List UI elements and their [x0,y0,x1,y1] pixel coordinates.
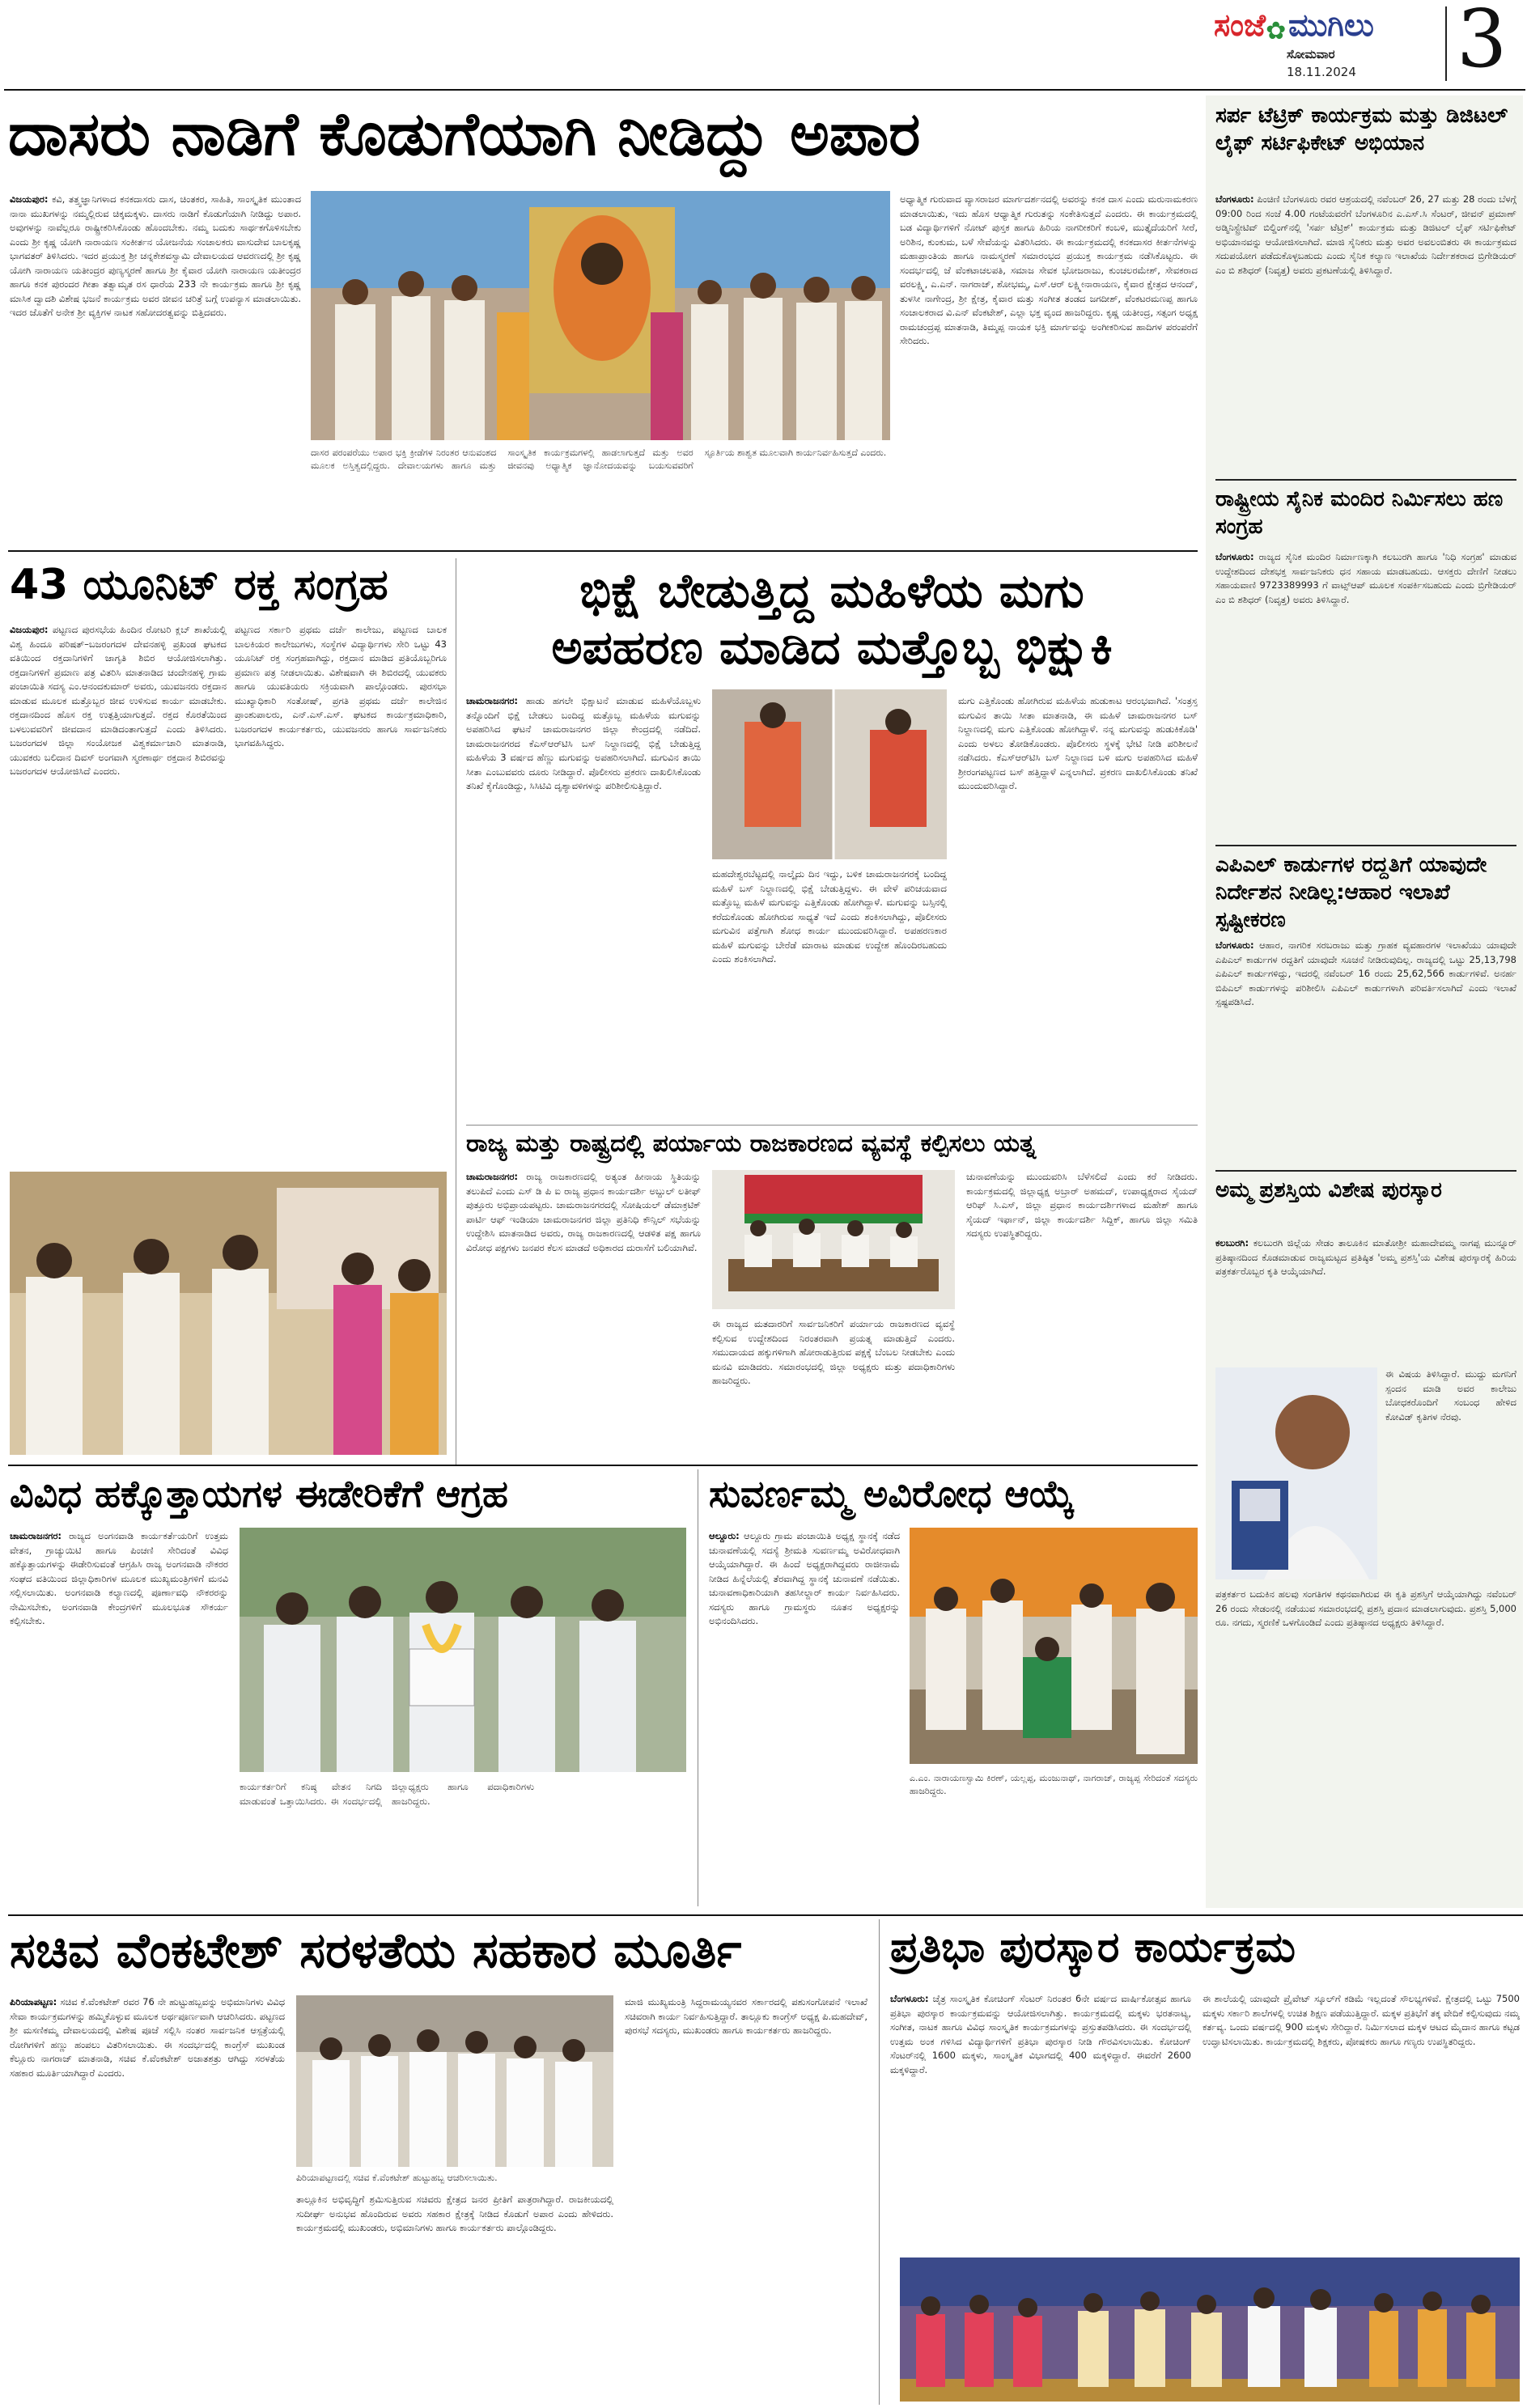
politics-col3 [966,1170,1198,1455]
pratibha-col2 [1203,1992,1520,2249]
blood-col2 [235,623,447,1157]
suvarna-dateline: ಆಲ್ದೂರು: [709,1530,740,1541]
sidebar-s1-text: ಪಿಂಚಿಣಿ ಬೆಂಗಳೂರು ರವರ ಆಶ್ರಯದಲ್ಲಿ ನವೆಂಬರ್ 26, 27 ಮತ್ತು 28 ರಂದು ಬೆಳಗ್ಗೆ 09:00 ರಿಂದ ಸಂಜೆ 4.00 ಗಂಟೆಯವರೆಗೆ ಬೆಂಗಳೂರಿನ ಎ.ಎಸ್.ಸಿ ಸೆಂಟರ್, ಜೀವನ್ ಪ್ರಮಾಣ್ ಅಡ್ಮಿನಿಸ್ಟ್ರೇಟಿವ್ ಬಿಲ್ಡಿಂಗ್‌ನಲ್ಲಿ 'ಸರ್ಪ ಟೆಟ್ರಿಕ್' ಕಾರ್ಯಕ್ರಮ ಮತ್ತು ಡಿಜಿಟಲ್ ಲೈಫ್ ಸರ್ಟಿಫಿಕೇಟ್ ಅಭಿಯಾನವನ್ನು ಆಯೋಜಿಸಲಾಗಿದೆ. ಮಾಜಿ ಸೈನಿಕರು ಮತ್ತು ಅವರ ಅವಲಂಬಿತರು ಈ ಕಾರ್ಯಕ್ರಮದ ಸದುಪಯೋಗ ಪಡೆದುಕೊಳ್ಳಬಹುದು ಎಂದು ಸೈನಿಕ ಕಲ್ಯಾಣ ಇಲಾಖೆಯ ನಿರ್ದೇಶಕರಾದ ಬ್ರಿಗೇಡಿಯರ್ ಎಂ ಬಿ ಶಶಿಧರ್ (ನಿವೃತ್ತ) ಅವರು ಪ್ರಕಟಣೆಯಲ್ಲಿ ತಿಳಿಸಿದ್ದಾರೆ. [1215,193,1516,276]
sidebar-s3-text: ಆಹಾರ, ನಾಗರಿಕ ಸರಬರಾಜು ಮತ್ತು ಗ್ರಾಹಕ ವ್ಯವಹಾರಗಳ ಇಲಾಖೆಯು ಯಾವುದೇ ಎಪಿಎಲ್ ಕಾರ್ಡುಗಳ ರದ್ದತಿಗೆ ಯಾವುದೇ ಸೂಚನೆ ನೀಡಿರುವುದಿಲ್ಲ. ರಾಜ್ಯದಲ್ಲಿ ಒಟ್ಟು 25,13,798 ಎಪಿಎಲ್ ಕಾರ್ಡುಗಳಿದ್ದು, ಇದರಲ್ಲಿ ನವೆಂಬರ್ 16 ರಂದು 25,62,566 ಕಾರ್ಡುಗಳಿವೆ. ಅನರ್ಹ ಬಿಪಿಎಲ್ ಕಾರ್ಡುಗಳನ್ನು ಪರಿಶೀಲಿಸಿ ಎಪಿಎಲ್ ಕಾರ್ಡುಗಳಾಗಿ ಪರಿವರ್ತಿಸಲಾಗಿದೆ ಎಂದು ಇಲಾಖೆ ಸ್ಪಷ್ಟಪಡಿಸಿದೆ. [1215,939,1516,1007]
lead-photo-caption: ದಾಸರ ಪರಂಪರೆಯು ಅಪಾರ ಭಕ್ತಿ ಕ್ರೀಡೆಗಳ ನಿರಂತರ ಆನುವಂಶದ ಮೂಲಕ ಅಸ್ತಿತ್ವದಲ್ಲಿದ್ದರು. ದೇವಾಲಯಗಳು ಹಾಗೂ ಮತ್ತು ಸಾಂಸ್ಕೃತಿಕ ಕಾರ್ಯಕ್ರಮಗಳಲ್ಲಿ ಹಾಡಲಾಗುತ್ತದೆ ಮತ್ತು ಅವರ ಜೀವನವು ಅಧ್ಯಾತ್ಮಿಕ ಜ್ಞಾನೋದಯವನ್ನು ಬಯಸುವವರಿಗೆ ಸ್ಫೂರ್ತಿಯ ಶಾಶ್ವತ ಮೂಲವಾಗಿ ಕಾರ್ಯನಿರ್ವಹಿಸುತ್ತದೆ ಎಂದರು. [311,447,887,471]
kidnap-dateline: ಚಾಮರಾಜನಗರ: [466,695,519,706]
lead-col1 [10,193,301,541]
minister-col3-text: ಮಾಜಿ ಮುಖ್ಯಮಂತ್ರಿ ಸಿದ್ದರಾಮಯ್ಯನವರ ಸರ್ಕಾರದಲ್ಲಿ ಪಶುಸಂಗೋಪನೆ ಇಲಾಖೆ ಸಚಿವರಾಗಿ ಕಾರ್ಯ ನಿರ್ವಹಿಸುತ್ತಿದ್ದಾರೆ. ತಾಲ್ಲೂಕು ಕಾಂಗ್ರೆಸ್ ಅಧ್ಯಕ್ಷ ಪಿ.ಮಹದೇವ್, ಪುರಸಭೆ ಸದಸ್ಯರು, ಮುಖಂಡರು ಹಾಗೂ ಕಾರ್ಯಕರ್ತರು ಹಾಜರಿದ್ದರು. [625,1996,867,2036]
kidnap-photo-illustration [712,689,947,859]
lead-photo [311,191,890,440]
minister-photo [296,1995,613,2167]
lead-col2b-text: ಕೃಷ್ಣ ಯತೀಂದ್ರ, ಸತ್ಸಂಗ ಅಧ್ಯಕ್ಷ ರಾಮಚಂದ್ರಪ್ಪ ಮಾತನಾಡಿ, ತಿಮ್ಮಪ್ಪ ನಾಯಕ ಭಕ್ತಿ ಮಾರ್ಗವನ್ನು ಅಂಗೀಕರಿಸುವ ಹಾದಿಗಳ ಪರಂಪರೆಗೆ ಸೇರಿದರು. [900,307,1198,346]
minister-col2-text: ತಾಲ್ಲೂಕಿನ ಅಭಿವೃದ್ಧಿಗೆ ಶ್ರಮಿಸುತ್ತಿರುವ ಸಚಿವರು ಕ್ಷೇತ್ರದ ಜನರ ಪ್ರೀತಿಗೆ ಪಾತ್ರರಾಗಿದ್ದಾರೆ. ರಾಜಕೀಯದಲ್ಲಿ ಸುದೀರ್ಘ ಅನುಭವ ಹೊಂದಿರುವ ಅವರು ಸಹಕಾರ ಕ್ಷೇತ್ರಕ್ಕೆ ನೀಡಿದ ಕೊಡುಗೆ ಅಪಾರ ಎಂದು ಹೇಳಿದರು. ಕಾರ್ಯಕ್ರಮದಲ್ಲಿ ಮುಖಂಡರು, ಅಭಿಮಾನಿಗಳು ಹಾಗೂ ಕಾರ್ಯಕರ್ತರು ಪಾಲ್ಗೊಂಡಿದ್ದರು. [296,2194,613,2233]
sidebar-rule-2 [1215,845,1516,846]
kidnap-bottom-rule [466,1125,1198,1126]
sidebar-s1 [1215,193,1516,476]
kidnap-col1-text: ಹಾಡು ಹಗಲೇ ಭಿಕ್ಷಾಟನೆ ಮಾಡುವ ಮಹಿಳೆಯೊಬ್ಬಳು ತನ್ನೊಂದಿಗೆ ಭಿಕ್ಷೆ ಬೇಡಲು ಬಂದಿದ್ದ ಮತ್ತೊಬ್ಬ ಮಹಿಳೆಯ ಮಗುವನ್ನು ಅಪಹರಿಸಿದ ಘಟನೆ ಚಾಮರಾಜನಗರ ಜಿಲ್ಲಾ ಕೇಂದ್ರದಲ್ಲಿ ನಡೆದಿದೆ. ಚಾಮರಾಜನಗರದ ಕೆಎಸ್‌ಆರ್‌ಟಿಸಿ ಬಸ್ ನಿಲ್ದಾಣದಲ್ಲಿ ಭಿಕ್ಷೆ ಬೇಡುತ್ತಿದ್ದ ಮಹಿಳೆಯ 3 ವರ್ಷದ ಹೆಣ್ಣು ಮಗುವನ್ನು ಅಪಹರಿಸಲಾಗಿದೆ. ಮಗುವಿನ ತಾಯಿ ಸೀತಾ ಎಂಬುವವರು ದೂರು ನೀಡಿದ್ದಾರೆ. ಪೊಲೀಸರು ಪ್ರಕರಣ ದಾಖಲಿಸಿಕೊಂಡು ತನಿಖೆ ಕೈಗೊಂಡಿದ್ದು, ಸಿಸಿಟಿವಿ ದೃಶ್ಯಾವಳಿಗಳನ್ನು ಪರಿಶೀಲಿಸುತ್ತಿದ್ದಾರೆ. [466,695,701,791]
brand-part2: ಮುಗಿಲು [1288,7,1374,43]
page-number: 3 [1457,0,1508,86]
blood-dateline: ವಿಜಯಪುರ: [10,624,49,635]
lead-col3 [900,193,1198,541]
pratibha-dateline: ಬೆಂಗಳೂರು: [890,1993,929,2004]
mid-rule [8,1465,1198,1466]
politics-photo-illustration [712,1170,955,1309]
pratibha-col1-text: ಚೈತ್ರ ಸಾಂಸ್ಕೃತಿಕ ಕೋಚಿಂಗ್ ಸೆಂಟರ್ ನಿರಂತರ 6ನೇ ವರ್ಷದ ವಾರ್ಷಿಕೋತ್ಸವ ಹಾಗೂ ಪ್ರತಿಭಾ ಪುರಸ್ಕಾರ ಕಾರ್ಯಕ್ರಮವನ್ನು ಆಯೋಜಿಸಲಾಗಿತ್ತು. ಕಾರ್ಯಕ್ರಮದಲ್ಲಿ ಮಕ್ಕಳು ಭರತನಾಟ್ಯ, ಸಂಗೀತ, ನಾಟಕ ಹಾಗೂ ವಿವಿಧ ಸಾಂಸ್ಕೃತಿಕ ಕಾರ್ಯಕ್ರಮಗಳನ್ನು ಪ್ರಸ್ತುತಪಡಿಸಿದರು. ಈ ಸಂದರ್ಭದಲ್ಲಿ ಉತ್ತಮ ಅಂಕ ಗಳಿಸಿದ ವಿದ್ಯಾರ್ಥಿಗಳಿಗೆ ಪ್ರತಿಭಾ ಪುರಸ್ಕಾರ ನೀಡಿ ಗೌರವಿಸಲಾಯಿತು. ಕೋಚಿಂಗ್ ಸೆಂಟರ್‌ನಲ್ಲಿ 1600 ಮಕ್ಕಳು, ಸಾಂಸ್ಕೃತಿಕ ವಿಭಾಗದಲ್ಲಿ 400 ಮಕ್ಕಳಿದ್ದಾರೆ. ಈವರೆಗೆ 2600 ಮಕ್ಕಳಿದ್ದಾರೆ. [890,1993,1191,2075]
pratibha-col1 [890,1992,1191,2249]
minister-photo-caption: ಪಿರಿಯಾಪಟ್ಟಣದಲ್ಲಿ ಸಚಿವ ಕೆ.ವೆಂಕಟೇಶ್ ಹುಟ್ಟುಹಬ್ಬ ಆಚರಿಸಲಾಯಿತು. [296,2173,498,2183]
kidnap-col3-text: ಮಗು ಎತ್ತಿಕೊಂಡು ಹೋಗಿರುವ ಮಹಿಳೆಯ ಹುಡುಕಾಟ ಆರಂಭವಾಗಿದೆ. 'ಸಂತ್ರಸ್ತ ಮಗುವಿನ ತಾಯಿ ಸೀತಾ ಮಾತನಾಡಿ, ಈ ಮಹಿಳೆ ಚಾಮರಾಜನಗರ ಬಸ್ ನಿಲ್ದಾಣದಲ್ಲಿ ಮಗು ಎತ್ತಿಕೊಂಡು ಹೋಗಿದ್ದಾಳೆ. ನನ್ನ ಮಗುವನ್ನು ಹುಡುಕಿಕೊಡಿ' ಎಂದು ಅಳಲು ತೋಡಿಕೊಂಡರು. ಪೊಲೀಸರು ಸ್ಥಳಕ್ಕೆ ಭೇಟಿ ನೀಡಿ ಪರಿಶೀಲನೆ ನಡೆಸಿದರು. ಕೆಎಸ್‌ಆರ್‌ಟಿಸಿ ಬಸ್ ನಿಲ್ದಾಣದ ಬಳಿ ಮಗು ಅಪಹರಿಸಿದ ಮಹಿಳೆ ಶ್ರೀರಂಗಪಟ್ಟಣದ ಬಸ್ ಹತ್ತಿದ್ದಾಳೆ ಎನ್ನಲಾಗಿದೆ. ಪ್ರಕರಣ ದಾಖಲಿಸಿಕೊಂಡು ತನಿಖೆ ಮುಂದುವರಿಸಿದ್ದಾರೆ. [958,695,1198,791]
suvarna-col1 [709,1529,900,1901]
sidebar-s2 [1215,550,1516,842]
lead-headline: ದಾಸರು ನಾಡಿಗೆ ಕೊಡುಗೆಯಾಗಿ ನೀಡಿದ್ದು ಅಪಾರ [8,100,921,169]
sidebar-s4 [1215,1236,1516,1358]
kidnap-col1 [466,694,701,1115]
kidnap-photo [712,689,947,859]
lower-rule [8,1914,1523,1916]
politics-col1 [466,1170,701,1455]
suvarna-photo-illustration [910,1528,1198,1764]
pratibha-photo [900,2258,1520,2402]
kidnap-col2 [712,867,947,1115]
kidnap-headline-2: ಅಪಹರಣ ಮಾಡಿದ ಮತ್ತೊಬ್ಬ ಭಿಕ್ಷುಕಿ [551,620,1113,675]
lead-col1c-text: ಇದರ ಜೊತೆಗೆ ಅನೇಕ ಶ್ರೀ ವ್ಯಕ್ತಿಗಳ ನಾಟಕ ಸಹೋದರತ್ವವನ್ನು ಬಿತ್ತಿದವರು. [10,307,227,318]
sidebar-s3 [1215,939,1516,1165]
pratibha-col2-text: ಈ ಶಾಲೆಯಲ್ಲಿ ಯಾವುದೇ ಪ್ರೈವೇಟ್ ಸ್ಕೂಲ್‌ಗೆ ಕಡಿಮೆ ಇಲ್ಲದಂತೆ ಸೌಲಭ್ಯಗಳಿವೆ. ಕ್ಷೇತ್ರದಲ್ಲಿ ಒಟ್ಟು 7500 ಮಕ್ಕಳು ಸರ್ಕಾರಿ ಶಾಲೆಗಳಲ್ಲಿ ಉಚಿತ ಶಿಕ್ಷಣ ಪಡೆಯುತ್ತಿದ್ದಾರೆ. ಮಕ್ಕಳ ಪ್ರತಿಭೆಗೆ ತಕ್ಕ ವೇದಿಕೆ ಕಲ್ಪಿಸುವುದು ನಮ್ಮ ಕರ್ತವ್ಯ. ಒಂದು ವರ್ಷದಲ್ಲಿ 900 ಮಕ್ಕಳು ಸೇರಿದ್ದಾರೆ. ನಿರ್ಮಿಸಲಾದ ಮಕ್ಕಳ ಆಟದ ಮೈದಾನ ಹಾಗೂ ಕಟ್ಟಡ ಉದ್ಘಾಟಿಸಲಾಯಿತು. ಕಾರ್ಯಕ್ರಮದಲ್ಲಿ ಶಿಕ್ಷಕರು, ಪೋಷಕರು ಹಾಗೂ ಗಣ್ಯರು ಉಪಸ್ಥಿತರಿದ್ದರು. [1203,1993,1520,2047]
sidebar-s2-text: ರಾಜ್ಯದ ಸೈನಿಕ ಮಂದಿರ ನಿರ್ಮಾಣಕ್ಕಾಗಿ ಕಲಬುರಗಿ ಹಾಗೂ 'ನಿಧಿ ಸಂಗ್ರಹ' ಮಾಡುವ ಉದ್ದೇಶದಿಂದ ದೇಶಭಕ್ತ ಸಾರ್ವಜನಿಕರು ಧನ ಸಹಾಯ ಮಾಡಬಹುದು. ಆಸಕ್ತರು ದೇಣಿಗೆ ನೀಡಲು ಸಹಾಯವಾಣಿ 9723389993 ಗೆ ವಾಟ್ಸ್‌ಆಪ್ ಮೂಲಕ ಸಂಪರ್ಕಿಸಬಹುದು ಎಂದು ಬ್ರಿಗೇಡಿಯರ್ ಎಂ ಬಿ ಶಶಿಧರ್ (ನಿವೃತ್ತ) ಅವರು ತಿಳಿಸಿದ್ದಾರೆ. [1215,551,1516,605]
blood-col1-text: ಪಟ್ಟಣದ ಪುರಸಭೆಯ ಹಿಂದಿನ ರೋಟರಿ ಕ್ಲಬ್ ಶಾಖೆಯಲ್ಲಿ ವಿಶ್ವ ಹಿಂದೂ ಪರಿಷತ್–ಬಜರಂಗದಳ ದೇವನಹಳ್ಳಿ ಪ್ರಖಂಡ ಘಟಕದ ವತಿಯಿಂದ ರಕ್ತದಾನಿಗಳಿಗೆ ಜಾಗೃತಿ ಶಿಬಿರ ಆಯೋಜಿಸಲಾಗಿತ್ತು. ರಕ್ತದಾನಿಗಳಿಗೆ ಪ್ರಮಾಣ ಪತ್ರ ವಿತರಿಸಿ ಮಾತನಾಡಿದ ಚಂದೇನಹಳ್ಳಿ ಗ್ರಾಮ ಪಂಚಾಯಿತಿ ಸದಸ್ಯ ಎಂ.ಆನಂದಕುಮಾರ್ ಅವರು, ಯುವಜನರು ರಕ್ತದಾನ ಮಾಡುವ ಮೂಲಕ ಮತ್ತೊಬ್ಬರ ಜೀವ ಉಳಿಸುವ ಕಾರ್ಯ ಮಾಡಬೇಕು. ರಕ್ತದಾನದಿಂದ ಹೊಸ ರಕ್ತ ಉತ್ಪತ್ತಿಯಾಗುತ್ತದೆ. ರಕ್ತದ ಕೊರತೆಯಿಂದ ಬಳಲುವವರಿಗೆ ಜೀವದಾನ ಮಾಡಿದಂತಾಗುತ್ತದೆ ಎಂದು ತಿಳಿಸಿದರು. [10,624,227,735]
minister-pratibha-divider [879,1919,880,2405]
pratibha-photo-illustration [900,2258,1520,2402]
sidebar-s1-dateline: ಬೆಂಗಳೂರು: [1215,193,1254,205]
politics-dateline: ಚಾಮರಾಜನಗರ: [466,1171,519,1182]
demands-photo [240,1528,686,1772]
masthead-divider [1445,6,1447,81]
minister-col2 [296,2193,613,2400]
kidnap-col3 [958,694,1198,1115]
politics-headline: ರಾಜ್ಯ ಮತ್ತು ರಾಷ್ಟ್ರದಲ್ಲಿ ಪರ್ಯಾಯ ರಾಜಕಾರಣದ ವ್ಯವಸ್ಥೆ ಕಲ್ಪಿಸಲು ಯತ್ನ [466,1130,1036,1158]
sidebar-portrait-illustration [1215,1367,1377,1579]
sidebar-s4-text: ಕಲಬುರಗಿ ಜಿಲ್ಲೆಯ ಸೇಡಂ ತಾಲೂಕಿನ ಮಾತೋಶ್ರೀ ಮಹಾದೇವಮ್ಮ ನಾಗಪ್ಪ ಮುನ್ನೂರ್ ಪ್ರತಿಷ್ಠಾನದಿಂದ ಕೊಡಮಾಡುವ ರಾಜ್ಯಮಟ್ಟದ ಪ್ರತಿಷ್ಠಿತ 'ಅಮ್ಮ ಪ್ರಶಸ್ತಿ'ಯ ವಿಶೇಷ ಪುರಸ್ಕಾರಕ್ಕೆ ಹಿರಿಯ ಪತ್ರಕರ್ತರೊಬ್ಬರ ಕೃತಿ ಆಯ್ಕೆಯಾಗಿದೆ. [1215,1237,1516,1277]
sidebar-s1-headline: ಸರ್ಪ ಟೆಟ್ರಿಕ್ ಕಾರ್ಯಕ್ರಮ ಮತ್ತು ಡಿಜಿಟಲ್ ಲೈಫ್ ಸರ್ಟಿಫಿಕೇಟ್ ಅಭಿಯಾನ [1215,104,1508,155]
sidebar-rule-3 [1215,1170,1516,1172]
suvarna-headline: ಸುವರ್ಣಮ್ಮ ಅವಿರೋಧ ಆಯ್ಕೆ [709,1472,1075,1516]
minister-col1-text: ಸಚಿವ ಕೆ.ವೆಂಕಟೇಶ್ ರವರ 76 ನೇ ಹುಟ್ಟುಹಬ್ಬವನ್ನು ಅಭಿಮಾನಿಗಳು ವಿವಿಧ ಸೇವಾ ಕಾರ್ಯಕ್ರಮಗಳನ್ನು ಹಮ್ಮಿಕೊಳ್ಳುವ ಮೂಲಕ ಅರ್ಥಪೂರ್ಣವಾಗಿ ಆಚರಿಸಿದರು. ಪಟ್ಟಣದ ಶ್ರೀ ಮಸಣಿಕಮ್ಮ ದೇವಾಲಯದಲ್ಲಿ ವಿಶೇಷ ಪೂಜೆ ಸಲ್ಲಿಸಿ ನಂತರ ಸಾರ್ವಜನಿಕ ಆಸ್ಪತ್ರೆಯಲ್ಲಿ ರೋಗಿಗಳಿಗೆ ಹಣ್ಣು ಹಂಪಲು ವಿತರಿಸಲಾಯಿತು. ಈ ಸಂದರ್ಭದಲ್ಲಿ ಕಾಂಗ್ರೆಸ್ ಮುಖಂಡ ಕೆಲ್ಲೂರು ನಾಗರಾಜ್ ಮಾತನಾಡಿ, ಸಚಿವ ಕೆ.ವೆಂಕಟೇಶ್ ಅಜಾತಶತ್ರು ಆಗಿದ್ದು ಸರಳತೆಯ ಸಹಕಾರ ಮೂರ್ತಿಯಾಗಿದ್ದಾರೆ ಎಂದರು. [10,1996,285,2079]
palm-icon: ✿ [1266,17,1287,45]
brand-part1: ಸಂಜೆ [1214,7,1266,43]
politics-col2-text: ಈ ರಾಜ್ಯದ ಮತದಾರರಿಗೆ ಸಾರ್ವಜನಿಕರಿಗೆ ಪರ್ಯಾಯ ರಾಜಕಾರಣದ ವ್ಯವಸ್ಥೆ ಕಲ್ಪಿಸುವ ಉದ್ದೇಶದಿಂದ ನಿರಂತರವಾಗಿ ಪ್ರಯತ್ನ ಮಾಡುತ್ತಿದೆ ಎಂದರು. ಸಮುದಾಯದ ಹಕ್ಕುಗಳಿಗಾಗಿ ಹೋರಾಡುತ್ತಿರುವ ಪಕ್ಷಕ್ಕೆ ಬೆಂಬಲ ನೀಡಬೇಕು ಎಂದು ಮನವಿ ಮಾಡಿದರು. ಸಮಾರಂಭದಲ್ಲಿ ಜಿಲ್ಲಾ ಅಧ್ಯಕ್ಷರು ಮತ್ತು ಪದಾಧಿಕಾರಿಗಳು ಹಾಜರಿದ್ದರು. [712,1318,955,1386]
sidebar-portrait [1215,1367,1377,1579]
sidebar-s4-side [1385,1367,1516,1579]
demands-photo-illustration [240,1528,686,1772]
demands-col1 [10,1529,228,1901]
politics-col2 [712,1317,955,1455]
blood-photo-illustration [10,1172,447,1455]
suvarna-col1-text: ಆಲ್ದೂರು ಗ್ರಾಮ ಪಂಚಾಯಿತಿ ಅಧ್ಯಕ್ಷ ಸ್ಥಾನಕ್ಕೆ ನಡೆದ ಚುನಾವಣೆಯಲ್ಲಿ ಸದಸ್ಯೆ ಶ್ರೀಮತಿ ಸುವರ್ಣಮ್ಮ ಅವಿರೋಧವಾಗಿ ಆಯ್ಕೆಯಾಗಿದ್ದಾರೆ. ಈ ಹಿಂದೆ ಅಧ್ಯಕ್ಷರಾಗಿದ್ದವರು ರಾಜೀನಾಮೆ ನೀಡಿದ ಹಿನ್ನೆಲೆಯಲ್ಲಿ ತೆರವಾಗಿದ್ದ ಸ್ಥಾನಕ್ಕೆ ಚುನಾವಣೆ ನಡೆಯಿತು. ಚುನಾವಣಾಧಿಕಾರಿಯಾಗಿ ತಹಸೀಲ್ದಾರ್ ಕಾರ್ಯ ನಿರ್ವಹಿಸಿದರು. ಸದಸ್ಯರು ಹಾಗೂ ಗ್ರಾಮಸ್ಥರು ನೂತನ ಅಧ್ಯಕ್ಷರನ್ನು ಅಭಿನಂದಿಸಿದರು. [709,1530,900,1626]
demands-headline: ವಿವಿಧ ಹಕ್ಕೊತ್ತಾಯಗಳ ಈಡೇರಿಕೆಗೆ ಆಗ್ರಹ [10,1472,508,1516]
masthead-day: ಸೋಮವಾರ [1287,47,1335,61]
blood-photo [10,1172,447,1455]
lead-col3-text: ಅಧ್ಯಾತ್ಮಿಕ ಗುರುವಾದ ವ್ಯಾಸರಾಜರ ಮಾರ್ಗದರ್ಶನದಲ್ಲಿ ಅವರನ್ನು ಕನಕ ದಾಸ ಎಂದು ಮರುನಾಮಕರಣ ಮಾಡಲಾಯಿತು, ಇದು ಹೊಸ ಆಧ್ಯಾತ್ಮಿಕ ಗುರುತನ್ನು ಸಂಕೇತಿಸುತ್ತದೆ ಎಂದರು. ಈ ಕಾರ್ಯಕ್ರಮದಲ್ಲಿ ಬಡ ವಿದ್ಯಾರ್ಥಿಗಳಿಗೆ ನೋಟ್ ಪುಸ್ತಕ ಹಾಗೂ ಹಿರಿಯ ನಾಗರೀಕರಿಗೆ ಕಂಬಳಿ, ಮುತ್ತೈದೆಯರಿಗೆ ಸೀರೆ, ಅರಿಶಿನ, ಕುಂಕುಮ, ಬಳೆ ಸೇವೆಯನ್ನು ವಿತರಿಸಿದರು. ಈ ಕಾರ್ಯಕ್ರಮದಲ್ಲಿ ಕನಕದಾಸರ ಕೀರ್ತನೆಗಳನ್ನು ಮಹಾಪ್ರಾಂತಿಯ ಹಾಗೂ ನಾಮಸ್ಮರಣೆ ಸಮಾರಂಭದ ಪ್ರಯುಕ್ತ ಕಾರ್ಯಕ್ರಮ ನಡೆಸಿಕೊಟ್ಟರು. ಈ ಸಂದರ್ಭದಲ್ಲಿ ಜೆ ವೆಂಕಟಾಚಲಪತಿ, ಸಮಾಜ ಸೇವಕ ಭೋಜರಾಜು, ಕುಂಚಲರಮೇಶ್, ಸೇವಕರಾದ ವರಲಕ್ಷ್ಮಿ, ಎ.ಎನ್. ನಾಗರಾಜ್, ಶೋಭಮ್ಮ, ಎಸ್.ಆರ್ ಲಕ್ಷ್ಮೀನಾರಾಯಣ, ಕೈವಾರ ಕ್ಷೇತ್ರದ ಆನಂದ್, ತುಳಸೀ ನಾಗೇಂದ್ರ, ಶ್ರೀ ಕ್ಷೇತ್ರ, ಕೈವಾರ ಮತ್ತು ಸಂಗೀತ ತಂಡದ ಜಗದೀಶ್, ವೆಂಕಟರಮಣಪ್ಪ ಹಾಗೂ ಸಂಚಾಲಕರಾದ ವಿ.ಎನ್ ವೆಂಕಟೇಶ್, ಎಲ್ಲಾ ಭಕ್ತ ವೃಂದ ಹಾಜರಿದ್ದರು. [900,193,1198,318]
sidebar-s2-dateline: ಬೆಂಗಳೂರು: [1215,551,1254,562]
suvarna-photo [910,1528,1198,1764]
blood-col1b-text: ಬಜರಂಗದಳ ಜಿಲ್ಲಾ ಸಂಯೋಜಕ ವಿಶ್ವಕರ್ಮಾಚಾರಿ ಮಾತನಾಡಿ, ಯುವಕರು ಬಲಿದಾನ ದಿವಸ್ ಅಂಗವಾಗಿ ಸ್ಮರಣಾರ್ಥ ರಕ್ತದಾನ ಶಿಬಿರವನ್ನು ಬಜರಂಗದಳ ಆಯೋಜಿಸಿದೆ ಎಂದರು. [10,737,227,777]
sidebar-s4-dateline: ಕಲಬುರಗಿ: [1215,1237,1249,1249]
lead-col1-text: ಕವಿ, ತತ್ತ್ವಜ್ಞಾನಿಗಳಾದ ಕನಕದಾಸರು ದಾಸ, ಚಿಂತಕರ, ಸಾಹಿತಿ, ಸಾಂಸ್ಕೃತಿಕ ಮುಂತಾದ ನಾನಾ ಮುಖಗಳನ್ನು ನಮ್ಮಲ್ಲಿರುವ ಚಿಕ್ಕಮಕ್ಕಳು. ದಾಸರು ನಾಡಿಗೆ ಕೊಡುಗೆಯಾಗಿ ನೀಡಿದ್ದು ಅಪಾರ. ಅವುಗಳನ್ನು ನಾವೆಲ್ಲರೂ ರಾಷ್ಟ್ರೀಕರಿಸಿಕೊಂಡು ಹೊಂದಬೇಕು. ನಮ್ಮ ಬದುಕು ಸಾರ್ಥಕಗೊಳಿಸಬೇಕು ಎಂದು ಶ್ರೀ ಕೃಷ್ಣ ಯೋಗಿ ನಾರಾಯಣ ಸಂಕೀರ್ತನ ಯೋಜನೆಯ ಸಂಚಾಲಕರು ವಾಸುದೇವ ಬಾಲಕೃಷ್ಣ ಭಾಗವತರ್ ತಿಳಿಸಿದರು. [10,193,301,261]
minister-photo-illustration [296,1995,613,2167]
lead-photo-illustration [311,191,890,440]
sidebar-s4-headline: ಅಮ್ಮ ಪ್ರಶಸ್ತಿಯ ವಿಶೇಷ ಪುರಸ್ಕಾರ [1215,1178,1442,1202]
lead-dateline: ವಿಜಯಪುರ: [10,193,49,205]
sidebar-s4-bottom [1215,1588,1516,1903]
brand-logo [1214,5,1457,45]
sidebar-s4-text3: ಪತ್ರಕರ್ತರ ಬದುಕಿನ ಹಲವು ಸಂಗತಿಗಳ ಕಥನವಾಗಿರುವ ಈ ಕೃತಿ ಪ್ರಶಸ್ತಿಗೆ ಆಯ್ಕೆಯಾಗಿದ್ದು ನವೆಂಬರ್ 26 ರಂದು ಸೇಡಂನಲ್ಲಿ ನಡೆಯುವ ಸಮಾರಂಭದಲ್ಲಿ ಪ್ರಶಸ್ತಿ ಪ್ರದಾನ ಮಾಡಲಾಗುವುದು. ಪ್ರಶಸ್ತಿ 5,000 ರೂ. ನಗದು, ಸ್ಮರಣಿಕೆ ಒಳಗೊಂಡಿದೆ ಎಂದು ಪ್ರತಿಷ್ಠಾನದ ಅಧ್ಯಕ್ಷರು ತಿಳಿಸಿದ್ದಾರೆ. [1215,1588,1516,1628]
sidebar-rule-1 [1215,479,1516,481]
sidebar-s4-text2: ಈ ವಿಷಯ ತಿಳಿಸಿದ್ದಾರೆ. ಮುದ್ದು ಮಗನಿಗೆ ಸ್ಪಂದನ ಮಾಡಿ ಅವರ ಕಾಲೇಜು ಬೋಧಕರೊಂದಿಗೆ ಸಂಬಂಧ ಹೇಳಿದ ಕೋವಿಡ್ ಕೃತಿಗಳ ನೆರವು. [1385,1368,1516,1422]
demands-col1-text: ರಾಜ್ಯದ ಅಂಗನವಾಡಿ ಕಾರ್ಯಕರ್ತೆಯರಿಗೆ ಉತ್ತಮ ವೇತನ, ಗ್ರಾಚ್ಯುಯಿಟಿ ಹಾಗೂ ಪಿಂಚಣಿ ಸೇರಿದಂತೆ ವಿವಿಧ ಹಕ್ಕೊತ್ತಾಯಗಳನ್ನು ಈಡೇರಿಸುವಂತೆ ಆಗ್ರಹಿಸಿ ರಾಜ್ಯ ಅಂಗನವಾಡಿ ನೌಕರರ ಸಂಘದ ವತಿಯಿಂದ ಜಿಲ್ಲಾಧಿಕಾರಿಗಳ ಮೂಲಕ ಮುಖ್ಯಮಂತ್ರಿಗಳಿಗೆ ಮನವಿ ಸಲ್ಲಿಸಲಾಯಿತು. ಅಂಗನವಾಡಿ ಕಲ್ಯಾಣದಲ್ಲಿ ಪೂರ್ಣಾವಧಿ ನೌಕರರನ್ನು ನೇಮಿಸಬೇಕು, ಅಂಗನವಾಡಿ ಕೇಂದ್ರಗಳಿಗೆ ಮೂಲಭೂತ ಸೌಕರ್ಯ ಕಲ್ಪಿಸಬೇಕು. [10,1530,228,1626]
blood-col1 [10,623,227,1157]
politics-col1-text: ರಾಜ್ಯ ರಾಜಕಾರಣದಲ್ಲಿ ಅತ್ಯಂತ ಹೀನಾಯ ಸ್ಥಿತಿಯನ್ನು ತಲುಪಿದೆ ಎಂದು ಎಸ್ ಡಿ ಪಿ ಐ ರಾಜ್ಯ ಪ್ರಧಾನ ಕಾರ್ಯದರ್ಶಿ ಅಬ್ದುಲ್ ಲತೀಫ್ ಪುತ್ತೂರು ಅಭಿಪ್ರಾಯಪಟ್ಟರು. ಚಾಮರಾಜನಗರದಲ್ಲಿ ಸೋಷಿಯಲ್ ಡೆಮಾಕ್ರಟಿಕ್ ಪಾರ್ಟಿ ಆಫ್ ಇಂಡಿಯಾ ಚಾಮರಾಜನಗರ ಜಿಲ್ಲಾ ಪ್ರತಿನಿಧಿ ಕೌನ್ಸಿಲ್ ಸಭೆಯನ್ನು ಉದ್ದೇಶಿಸಿ ಮಾತನಾಡಿದ ಅವರು, ರಾಜ್ಯ ರಾಜಕಾರಣದಲ್ಲಿ ಆಡಳಿತ ಪಕ್ಷ ಹಾಗೂ ವಿರೋಧ ಪಕ್ಷಗಳು ಜನಪರ ಕೆಲಸ ಮಾಡದೆ ಅಧಿಕಾರದ ದುರಾಸೆಗೆ ಬಲಿಯಾಗಿವೆ. [466,1171,701,1253]
kidnap-headline-1: ಭಿಕ್ಷೆ ಬೇಡುತ್ತಿದ್ದ ಮಹಿಳೆಯ ಮಗು [579,563,1084,618]
pratibha-headline: ಪ್ರತಿಭಾ ಪುರಸ್ಕಾರ ಕಾರ್ಯಕ್ರಮ [890,1923,1296,1972]
lead-col1b-text: ಇದರ ಪ್ರಯುಕ್ತ ಶ್ರೀ ಚನ್ನಕೇಶವಸ್ವಾಮಿ ದೇವಾಲಯದ ಆವರಣದಲ್ಲಿ ಶ್ರೀ ಕೃಷ್ಣ ಯೋಗಿ ನಾರಾಯಣ ಯತೀಂದ್ರರ ಪುಣ್ಯಸ್ಮರಣೆ ಹಾಗೂ ಶ್ರೀ ಕೈವಾರ ಯೋಗಿ ನಾರಾಯಣ ಯತೀಂದ್ರರ ಹಾಗೂ ಕನಕ ಪುರಂದರ ಗೀತಾ ತತ್ವಾಮೃತ ರಸ ಧಾರೆಯ 233 ನೇ ಕಾರ್ಯಕ್ರಮ ಹಾಗೂ ಶ್ರೀ ಕೃಷ್ಣ ಮಾಸಿಕ ದ್ವಾದಶಿ ವಿಶೇಷ ಭಜನೆ ಕಾರ್ಯಕ್ರಮ ಅವರ ಜೀವನ ಚರಿತ್ರೆ ಬಗ್ಗೆ ಉಪನ್ಯಾಸ ಮಾಡಲಾಯಿತು. [10,250,301,304]
politics-col3-text: ಚುನಾವಣೆಯನ್ನು ಮುಂದುವರಿಸಿ ಬೆಳೆಸಲಿದೆ ಎಂದು ಕರೆ ನೀಡಿದರು. ಕಾರ್ಯಕ್ರಮದಲ್ಲಿ ಜಿಲ್ಲಾಧ್ಯಕ್ಷ ಅಬ್ರಾರ್ ಅಹಮದ್, ಉಪಾಧ್ಯಕ್ಷರಾದ ಸೈಯದ್ ಆರಿಫ್ ಸಿ.ಎಸ್, ಜಿಲ್ಲಾ ಪ್ರಧಾನ ಕಾರ್ಯದರ್ಶಿಗಳಾದ ಮಹೇಶ್ ಹಾಗೂ ಸೈಯದ್ ಇರ್ಫಾನ್, ಜಿಲ್ಲಾ ಕಾರ್ಯದರ್ಶಿ ಸಿದ್ದಿಕ್, ಹಾಗೂ ಜಿಲ್ಲಾ ಸಮಿತಿ ಸದಸ್ಯರು ಉಪಸ್ಥಿತರಿದ್ದರು. [966,1171,1198,1239]
demands-caption: ಕಾರ್ಯಕರ್ತರಿಗೆ ಕನಿಷ್ಠ ವೇತನ ನಿಗದಿ ಮಾಡುವಂತೆ ಒತ್ತಾಯಿಸಿದರು. ಈ ಸಂದರ್ಭದಲ್ಲಿ ಜಿಲ್ಲಾಧ್ಯಕ್ಷರು ಹಾಗೂ ಪದಾಧಿಕಾರಿಗಳು ಹಾಜರಿದ್ದರು. [240,1781,534,1807]
lead-bottom-rule [8,550,1198,552]
masthead [1206,0,1527,87]
minister-col3 [625,1995,867,2400]
kidnap-col2-text: ಮಹದೇಶ್ವರಬೆಟ್ಟದಲ್ಲಿ ನಾಲ್ಕೈದು ದಿನ ಇದ್ದು, ಬಳಿಕ ಚಾಮರಾಜನಗರಕ್ಕೆ ಬಂದಿದ್ದ ಮಹಿಳೆ ಬಸ್ ನಿಲ್ದಾಣದಲ್ಲಿ ಭಿಕ್ಷೆ ಬೇಡುತ್ತಿದ್ದಳು. ಈ ವೇಳೆ ಪರಿಚಯವಾದ ಮತ್ತೊಬ್ಬ ಮಹಿಳೆ ಮಗುವನ್ನು ಎತ್ತಿಕೊಂಡು ಹೋಗಿದ್ದಾಳೆ. ಮಗುವನ್ನು ಬಸ್ಸಿನಲ್ಲಿ ಕರೆದುಕೊಂಡು ಹೋಗಿರುವ ಸಾಧ್ಯತೆ ಇದೆ ಎಂದು ಶಂಕಿಸಲಾಗಿದ್ದು, ಪೊಲೀಸರು ಮಗುವಿನ ಪತ್ತೆಗಾಗಿ ಶೋಧ ಕಾರ್ಯ ಮುಂದುವರಿಸಿದ್ದಾರೆ. ಅಪಹರಣಕಾರ ಮಹಿಳೆ ಮಗುವನ್ನು ಬೇರೆಡೆ ಮಾರಾಟ ಮಾಡುವ ಉದ್ದೇಶ ಹೊಂದಿರಬಹುದು ಎಂದು ಶಂಕಿಸಲಾಗಿದೆ. [712,868,947,964]
minister-headline: ಸಚಿವ ವೆಂಕಟೇಶ್ ಸರಳತೆಯ ಸಹಕಾರ ಮೂರ್ತಿ [10,1923,742,1979]
demands-dateline: ಚಾಮರಾಜನಗರ: [10,1530,62,1541]
suvarna-caption: ಎ.ಎಂ. ನಾರಾಯಣಸ್ವಾಮಿ ಕಿರಣ್, ಯಲ್ಲಪ್ಪ, ಮಂಜುನಾಥ್, ನಾಗರಾಜ್, ರಾಜ್ಯಪ್ಪ ಸೇರಿದಂತೆ ಸದಸ್ಯರು ಹಾಜರಿದ್ದರು. [910,1773,1198,1796]
blood-headline: 43 ಯೂನಿಟ್ ರಕ್ತ ಸಂಗ್ರಹ [10,561,388,609]
sidebar-s3-headline: ಎಪಿಎಲ್ ಕಾರ್ಡುಗಳ ರದ್ದತಿಗೆ ಯಾವುದೇ ನಿರ್ದೇಶನ ನೀಡಿಲ್ಲ:ಆಹಾರ ಇಲಾಖೆ ಸ್ಪಷ್ಟೀಕರಣ [1215,853,1487,932]
top-rule [4,89,1525,91]
blood-col2-text: ಪಟ್ಟಣದ ಸರ್ಕಾರಿ ಪ್ರಥಮ ದರ್ಜೆ ಕಾಲೇಜು, ಪಟ್ಟಣದ ಬಾಲಕ ಬಾಲಕಿಯರ ಕಾಲೇಜುಗಳು, ಸಂಸ್ಥೆಗಳ ವಿದ್ಯಾರ್ಥಿಗಳು ಸೇರಿ ಒಟ್ಟು 43 ಯೂನಿಟ್ ರಕ್ತ ಸಂಗ್ರಹವಾಗಿದ್ದು, ರಕ್ತದಾನ ಮಾಡಿದ ಪ್ರತಿಯೊಬ್ಬರಿಗೂ ಪ್ರಮಾಣ ಪತ್ರ ನೀಡಲಾಯಿತು. ವಿಶೇಷವಾಗಿ ಈ ಶಿಬಿರದಲ್ಲಿ ಯುವಕರು ಹಾಗೂ ಯುವತಿಯರು ಸಕ್ರಿಯವಾಗಿ ಪಾಲ್ಗೊಂಡರು. ಪುರಸಭಾ ಮುಖ್ಯಾಧಿಕಾರಿ ಸಂತೋಷ್, ಪ್ರಗತಿ ಪ್ರಥಮ ದರ್ಜೆ ಕಾಲೇಜಿನ ಪ್ರಾಂಶುಪಾಲರು, ಎನ್.ಎಸ್.ಎಸ್. ಘಟಕದ ಕಾರ್ಯಕ್ರಮಾಧಿಕಾರಿ, ಬಜರಂಗದಳ ಕಾರ್ಯಕರ್ತರು, ಯುವಜನರು ಹಾಗೂ ಸಾರ್ವಜನಿಕರು ಭಾಗವಹಿಸಿದ್ದರು. [235,624,447,748]
masthead-date: 18.11.2024 [1287,65,1356,79]
politics-photo [712,1170,955,1309]
minister-col1 [10,1995,285,2400]
sidebar-s3-dateline: ಬೆಂಗಳೂರು: [1215,939,1254,951]
sidebar-s2-headline: ರಾಷ್ಟ್ರೀಯ ಸೈನಿಕ ಮಂದಿರ ನಿರ್ಮಿಸಲು ಹಣ ಸಂಗ್ರಹ [1215,487,1504,539]
minister-dateline: ಪಿರಿಯಾಪಟ್ಟಣ: [10,1996,57,2007]
